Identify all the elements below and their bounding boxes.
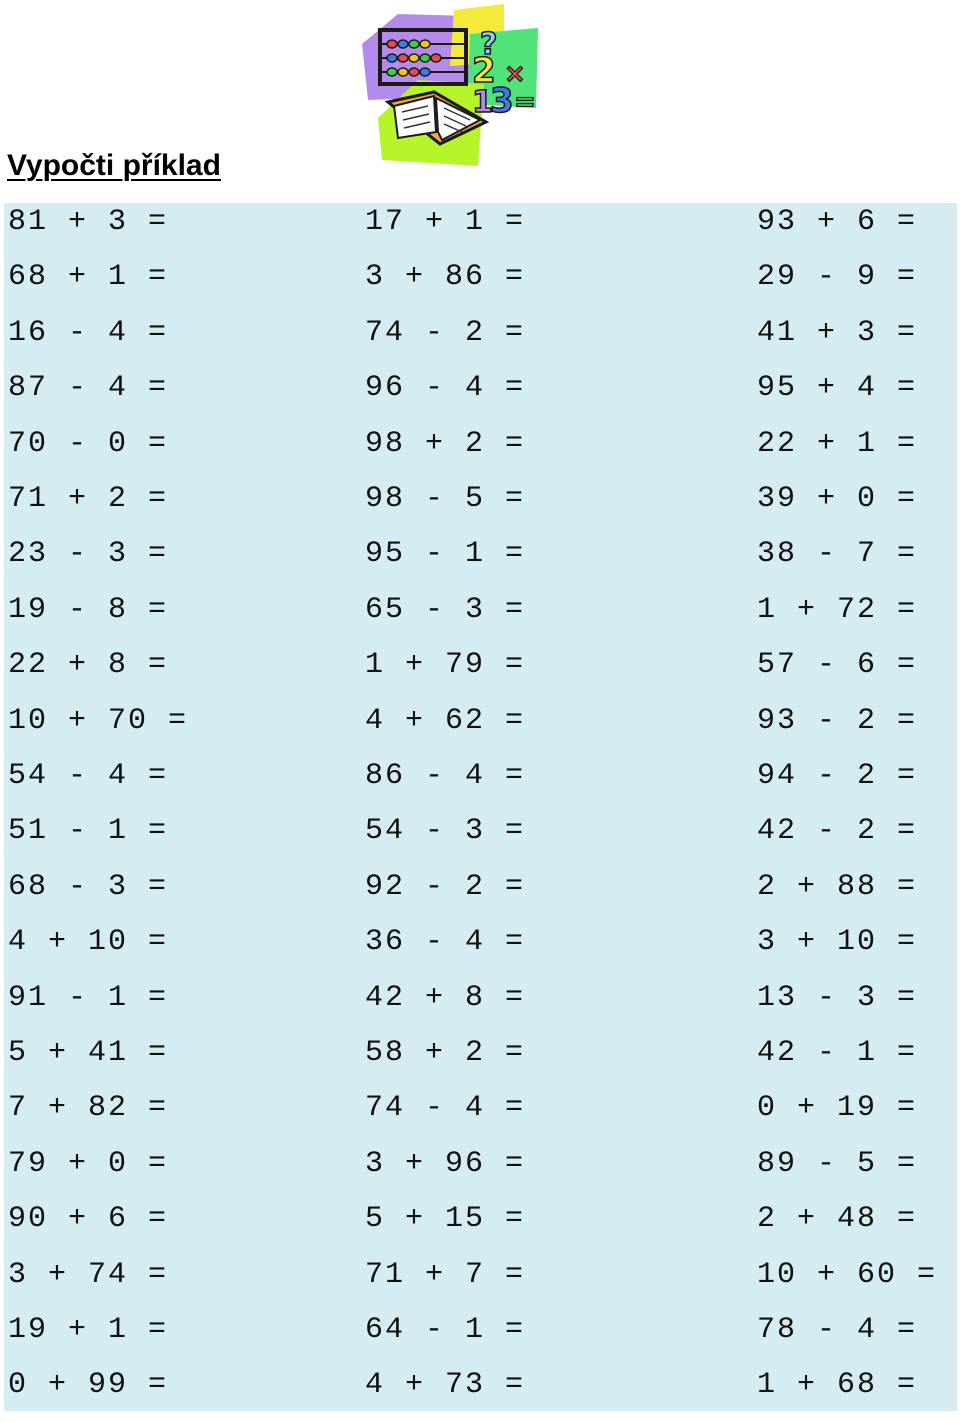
problem-row [4, 868, 957, 923]
problem-cell: 3 + 74 = [8, 1257, 169, 1292]
problem-row [4, 812, 957, 867]
problem-cell: 16 - 4 = [8, 315, 169, 350]
problem-cell: 93 + 6 = [757, 205, 918, 239]
problem-cell: 68 + 1 = [8, 260, 169, 295]
problem-cell: 19 + 1 = [8, 1313, 169, 1347]
problem-cell: 65 - 3 = [365, 592, 526, 627]
problem-cell: 4 + 10 = [8, 925, 169, 960]
svg-text:1: 1 [472, 85, 493, 120]
problem-row [4, 979, 957, 1034]
problem-cell: 42 + 8 = [365, 980, 526, 1015]
problem-cell: 39 + 0 = [757, 482, 918, 516]
problem-row [4, 923, 957, 978]
problem-cell: 5 + 15 = [365, 1202, 526, 1237]
problem-cell: 2 + 88 = [757, 869, 918, 904]
svg-text:=: = [514, 87, 536, 117]
problem-row [4, 1034, 957, 1089]
problem-cell: 68 - 3 = [8, 869, 169, 904]
problem-cell: 36 - 4 = [365, 925, 526, 960]
problem-row [4, 1366, 957, 1421]
problem-row [4, 1256, 957, 1311]
problem-row [4, 1200, 957, 1255]
problem-cell: 95 - 1 = [365, 537, 526, 572]
problem-row [4, 258, 957, 313]
problem-cell: 7 + 82 = [8, 1091, 169, 1126]
problem-cell: 93 - 2 = [757, 703, 918, 738]
problem-cell: 13 - 3 = [757, 980, 918, 1015]
problem-row [4, 314, 957, 369]
problem-row [4, 702, 957, 757]
problem-cell: 86 - 4 = [365, 759, 526, 793]
problem-row [4, 203, 957, 258]
problem-row [4, 1145, 957, 1200]
problem-cell: 57 - 6 = [757, 648, 918, 683]
problem-row [4, 480, 957, 535]
problem-row [4, 535, 957, 590]
problem-cell: 1 + 72 = [757, 592, 918, 627]
problem-cell: 74 - 4 = [365, 1091, 526, 1126]
problem-cell: 5 + 41 = [8, 1036, 169, 1070]
abacus-book-math-clipart-icon [358, 0, 544, 176]
problem-cell: 51 - 1 = [8, 814, 169, 849]
problem-cell: 58 + 2 = [365, 1036, 526, 1070]
problem-cell: 1 + 68 = [757, 1368, 918, 1403]
problem-cell: 54 - 3 = [365, 814, 526, 849]
problem-cell: 0 + 99 = [8, 1368, 169, 1403]
worksheet-title: Vypočti příklad [7, 149, 221, 182]
problem-row [4, 757, 957, 812]
problem-cell: 98 + 2 = [365, 426, 526, 461]
problem-cell: 10 + 70 = [8, 703, 189, 738]
problem-cell: 70 - 0 = [8, 426, 169, 461]
problem-cell: 92 - 2 = [365, 869, 526, 904]
problem-cell: 3 + 96 = [365, 1146, 526, 1181]
problem-cell: 91 - 1 = [8, 980, 169, 1015]
problem-row [4, 646, 957, 701]
problem-cell: 29 - 9 = [757, 260, 918, 295]
problem-cell: 98 - 5 = [365, 482, 526, 516]
problem-cell: 78 - 4 = [757, 1313, 918, 1347]
problem-cell: 64 - 1 = [365, 1313, 526, 1347]
problem-row [4, 591, 957, 646]
problem-cell: 3 + 86 = [365, 260, 526, 295]
problem-row [4, 1089, 957, 1144]
problem-cell: 42 - 1 = [757, 1036, 918, 1070]
problem-cell: 0 + 19 = [757, 1091, 918, 1126]
problem-cell: 4 + 73 = [365, 1368, 526, 1403]
problem-cell: 19 - 8 = [8, 592, 169, 627]
problem-cell: 17 + 1 = [365, 205, 526, 239]
problem-cell: 89 - 5 = [757, 1146, 918, 1181]
problem-row [4, 425, 957, 480]
problem-cell: 74 - 2 = [365, 315, 526, 350]
svg-text:?: ? [480, 27, 498, 62]
problem-cell: 71 + 2 = [8, 482, 169, 516]
problem-row [4, 369, 957, 424]
problem-cell: 54 - 4 = [8, 759, 169, 793]
problem-sheet [4, 203, 957, 1411]
problem-cell: 79 + 0 = [8, 1146, 169, 1181]
problem-cell: 90 + 6 = [8, 1202, 169, 1237]
problem-cell: 10 + 60 = [757, 1257, 938, 1292]
problem-cell: 1 + 79 = [365, 648, 526, 683]
problem-cell: 94 - 2 = [757, 759, 918, 793]
problem-cell: 87 - 4 = [8, 371, 169, 406]
problem-cell: 42 - 2 = [757, 814, 918, 849]
problem-cell: 96 - 4 = [365, 371, 526, 406]
problem-row [4, 1311, 957, 1366]
problem-cell: 22 + 1 = [757, 426, 918, 461]
problem-cell: 22 + 8 = [8, 648, 169, 683]
svg-text:2: 2 [472, 51, 496, 91]
problem-cell: 38 - 7 = [757, 537, 918, 572]
svg-text:×: × [504, 59, 526, 89]
svg-text:3: 3 [490, 81, 514, 121]
problem-cell: 3 + 10 = [757, 925, 918, 960]
problem-cell: 23 - 3 = [8, 537, 169, 572]
problem-cell: 81 + 3 = [8, 205, 169, 239]
problem-cell: 2 + 48 = [757, 1202, 918, 1237]
problem-cell: 4 + 62 = [365, 703, 526, 738]
problem-cell: 41 + 3 = [757, 315, 918, 350]
problem-cell: 71 + 7 = [365, 1257, 526, 1292]
problem-cell: 95 + 4 = [757, 371, 918, 406]
